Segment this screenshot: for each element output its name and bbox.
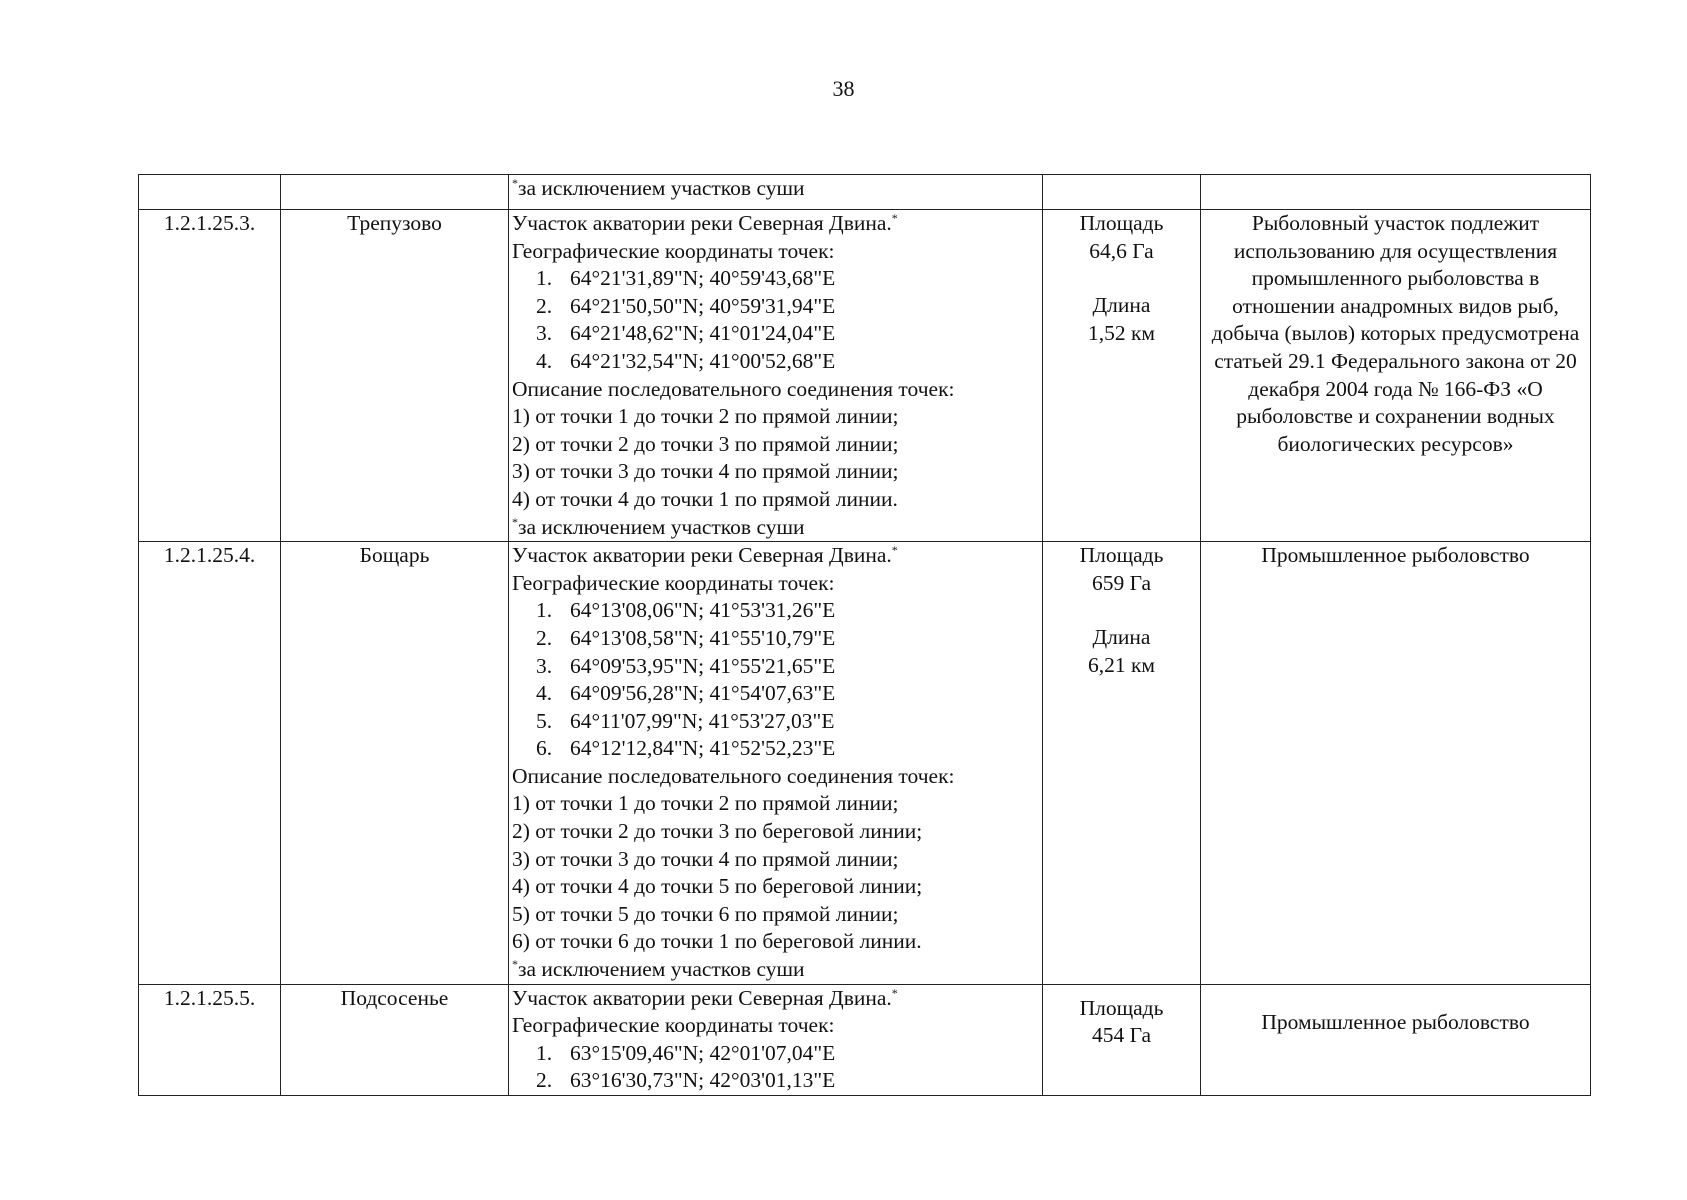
connection-label: Описание последовательного соединения точек: bbox=[512, 376, 955, 401]
area-parameters bbox=[1043, 542, 1201, 985]
connection-item: 3) от точки 3 до точки 4 по прямой линии; bbox=[512, 459, 899, 484]
coordinate-item: 2. 63°16'30,73"N; 42°03'01,13"E bbox=[536, 1068, 836, 1093]
coordinate-item: 5. 64°11'07,99"N; 41°53'27,03"E bbox=[536, 708, 835, 733]
area-label: Площадь bbox=[1079, 543, 1164, 568]
area-parameters bbox=[1043, 175, 1201, 210]
row-number bbox=[139, 175, 281, 210]
area-purpose: Промышленное рыболовство bbox=[1201, 542, 1591, 985]
coordinate-item: 3. 64°21'48,62"N; 41°01'24,04"E bbox=[536, 321, 836, 346]
coordinate-item: 6. 64°12'12,84"N; 41°52'52,23"E bbox=[536, 736, 836, 761]
connection-item: 6) от точки 6 до точки 1 по береговой линии. bbox=[512, 929, 922, 954]
area-description bbox=[509, 175, 1043, 210]
connection-item: 3) от точки 3 до точки 4 по прямой линии; bbox=[512, 846, 899, 871]
length-value: 1,52 км bbox=[1087, 320, 1156, 345]
connection-item: 4) от точки 4 до точки 1 по прямой линии. bbox=[512, 486, 898, 511]
area-value: 454 Га bbox=[1091, 1023, 1152, 1048]
coordinate-item: 1. 64°21'31,89"N; 40°59'43,68"E bbox=[536, 266, 836, 291]
connection-item: 4) от точки 4 до точки 5 по береговой линии; bbox=[512, 874, 923, 899]
land-exclusion-note: *за исключением участков суши bbox=[512, 956, 805, 982]
area-name: Трепузово bbox=[281, 210, 509, 542]
table-row bbox=[139, 984, 1591, 1095]
area-name: Бощарь bbox=[281, 542, 509, 985]
area-purpose bbox=[1201, 175, 1591, 210]
length-label: Длина bbox=[1092, 625, 1151, 650]
table-row bbox=[139, 175, 1591, 210]
row-number: 1.2.1.25.3. bbox=[139, 210, 281, 542]
connection-item: 2) от точки 2 до точки 3 по береговой линии; bbox=[512, 819, 923, 844]
coordinate-item: 1. 63°15'09,46"N; 42°01'07,04"E bbox=[536, 1040, 836, 1065]
area-title: Участок акватории реки Северная Двина.* bbox=[512, 542, 898, 568]
area-name bbox=[281, 175, 509, 210]
area-parameters bbox=[1043, 210, 1201, 542]
connection-item: 1) от точки 1 до точки 2 по прямой линии; bbox=[512, 791, 899, 816]
coordinate-item: 3. 64°09'53,95"N; 41°55'21,65"E bbox=[536, 653, 836, 678]
area-label: Площадь bbox=[1079, 995, 1164, 1020]
table-row bbox=[139, 210, 1591, 542]
area-description bbox=[509, 542, 1043, 985]
coordinate-item: 4. 64°09'56,28"N; 41°54'07,63"E bbox=[536, 681, 836, 706]
area-description bbox=[509, 210, 1043, 542]
purpose-text: Промышленное рыболовство bbox=[1261, 1009, 1530, 1034]
area-title: Участок акватории реки Северная Двина.* bbox=[512, 985, 898, 1010]
land-exclusion-note: *за исключением участков суши bbox=[512, 175, 805, 200]
coords-label: Географические координаты точек: bbox=[512, 570, 835, 595]
coordinate-item: 1. 64°13'08,06"N; 41°53'31,26"E bbox=[536, 598, 836, 623]
coordinate-item: 2. 64°13'08,58"N; 41°55'10,79"E bbox=[536, 625, 836, 650]
area-parameters bbox=[1043, 984, 1201, 1095]
connection-item: 2) от точки 2 до точки 3 по прямой линии; bbox=[512, 431, 899, 456]
row-number: 1.2.1.25.5. bbox=[139, 984, 281, 1095]
area-title: Участок акватории реки Северная Двина.* bbox=[512, 210, 898, 235]
table-row bbox=[139, 542, 1591, 985]
coordinate-item: 2. 64°21'50,50"N; 40°59'31,94"E bbox=[536, 293, 836, 318]
area-label: Площадь bbox=[1079, 211, 1164, 235]
length-value: 6,21 км bbox=[1087, 652, 1156, 677]
area-description bbox=[509, 984, 1043, 1095]
page-number: 38 bbox=[832, 76, 855, 101]
area-value: 659 Га bbox=[1091, 570, 1152, 595]
area-name: Подсосенье bbox=[281, 984, 509, 1095]
coords-label: Географические координаты точек: bbox=[512, 238, 835, 263]
fishing-areas-table bbox=[138, 174, 1591, 1096]
coords-label: Географические координаты точек: bbox=[512, 1013, 835, 1038]
coordinate-item: 4. 64°21'32,54"N; 41°00'52,68"E bbox=[536, 348, 836, 373]
connection-item: 5) от точки 5 до точки 6 по прямой линии; bbox=[512, 901, 899, 926]
row-number: 1.2.1.25.4. bbox=[139, 542, 281, 985]
land-exclusion-note: *за исключением участков суши bbox=[512, 514, 805, 539]
area-purpose bbox=[1201, 984, 1591, 1095]
area-purpose: Рыболовный участок подлежит использованию для осуществления промышленного рыболовства в отношении анадромных видов рыб, добыча (вылов) которых предусмотрена статьей 29.1 Федерального закона от 20 декабря 2004 года № 166-ФЗ «О рыболовстве и сохранении водных биологических ресурсов» bbox=[1201, 210, 1591, 542]
connection-label: Описание последовательного соединения точек: bbox=[512, 763, 955, 788]
connection-item: 1) от точки 1 до точки 2 по прямой линии; bbox=[512, 404, 899, 429]
area-value: 64,6 Га bbox=[1089, 238, 1154, 263]
length-label: Длина bbox=[1092, 293, 1151, 318]
